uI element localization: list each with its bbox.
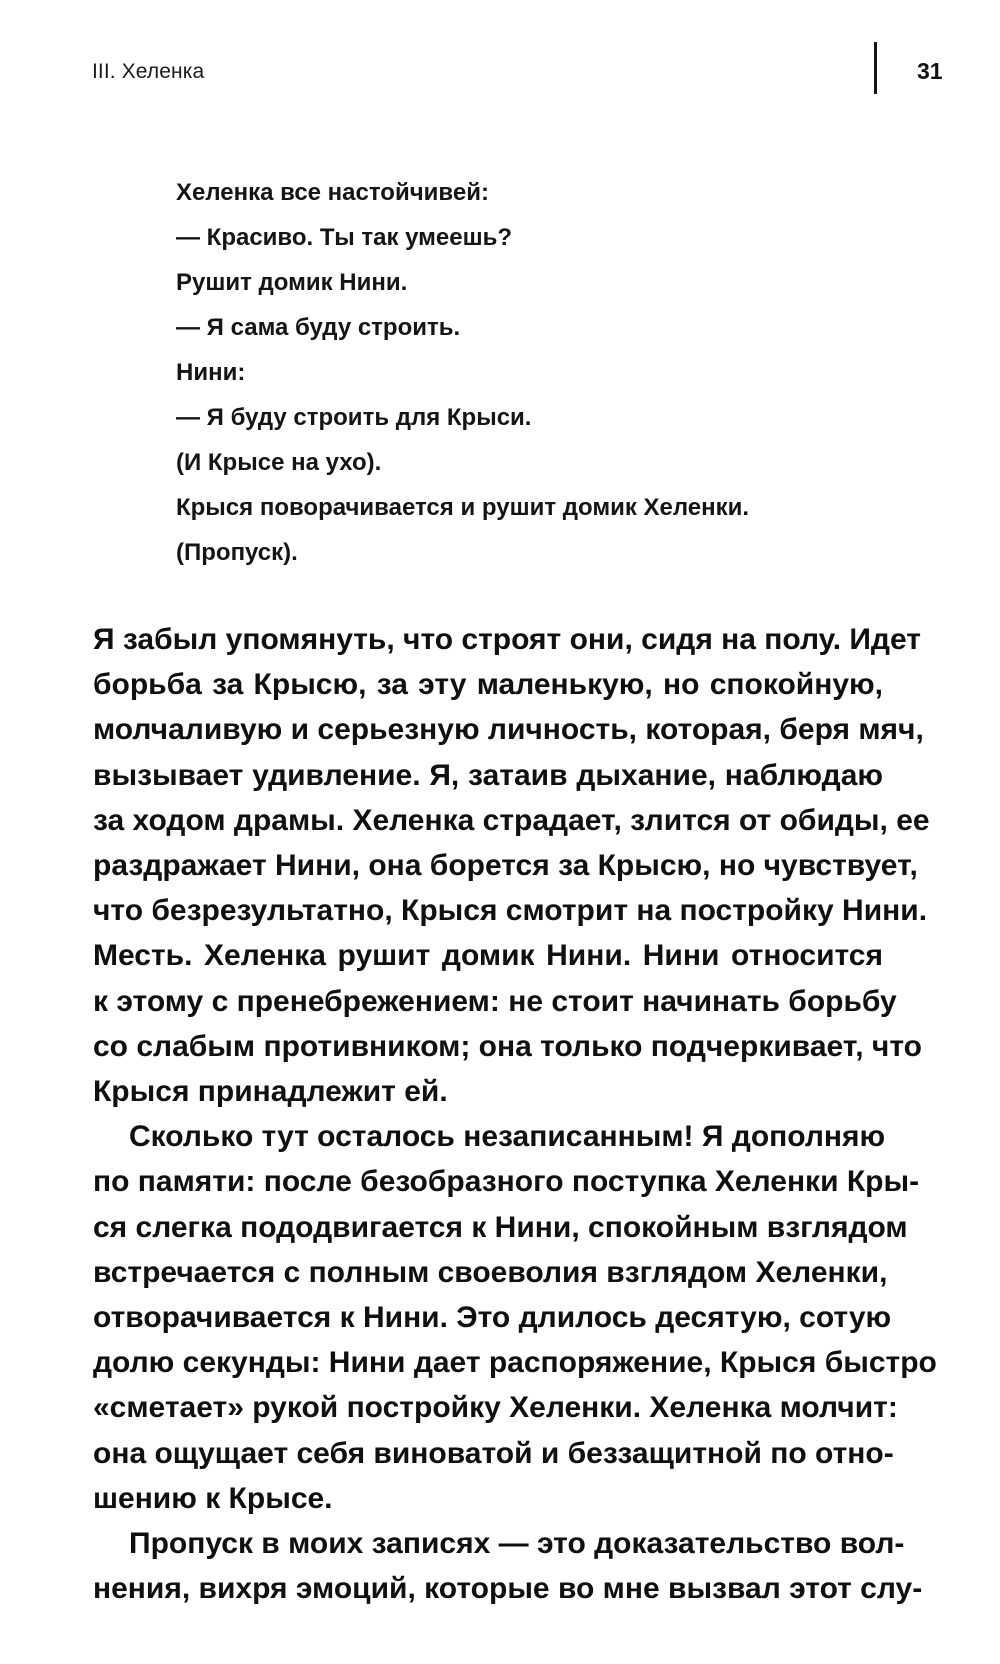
text-line: борьба за Крысю, за эту маленькую, но спокойную, [93, 668, 883, 702]
text-line: что безрезультатно, Крыся смотрит на постройку Нини. [93, 894, 928, 928]
text-line: вызывает удивление. Я, затаив дыхание, наблюдаю [93, 758, 883, 792]
text-line: молчаливую и серьезную личность, которая, беря мяч, [93, 713, 924, 747]
dialogue-line: Нини: [176, 359, 246, 386]
text-line: она ощущает себя виноватой и беззащитной по отно- [93, 1436, 894, 1470]
text-line: со слабым противником; она только подчеркивает, что [93, 1029, 922, 1063]
text-line: долю секунды: Нини дает распоряжение, Крыся быстро [93, 1346, 937, 1380]
dialogue-line: Хеленка все настойчивей: [176, 179, 489, 206]
dialogue-line: — Я буду строить для Крыси. [176, 404, 532, 431]
text-line: по памяти: после безобразного поступка Хеленки Кры- [93, 1165, 920, 1199]
text-line: Сколько тут осталось незаписанным! Я дополняю [129, 1120, 886, 1154]
dialogue-line: — Красиво. Ты так умеешь? [176, 224, 513, 251]
text-line: за ходом драмы. Хеленка страдает, злится от обиды, ее [93, 803, 930, 837]
text-line: Я забыл упомянуть, что строят они, сидя на полу. Идет [93, 623, 921, 656]
paragraph-3 [93, 1521, 923, 1611]
running-header-title: III. Хеленка [92, 60, 205, 83]
text-line: Пропуск в моих записях — это доказательство вол- [129, 1527, 905, 1561]
body-text [93, 617, 937, 1611]
text-line: встречается с полным своеволия взглядом Хеленки, [93, 1255, 888, 1289]
dialogue-line: Крыся поворачивается и рушит домик Хеленки. [176, 494, 750, 521]
dialogue-line: — Я сама буду строить. [176, 314, 461, 341]
paragraph-2 [93, 1114, 937, 1521]
text-line: отворачивается к Нини. Это длилось десятую, сотую [93, 1301, 892, 1335]
dialogue-line: (Пропуск). [176, 539, 298, 566]
dialogue-block [176, 170, 876, 575]
paragraph-1 [93, 617, 930, 1114]
dialogue-line: (И Крысе на ухо). [176, 449, 382, 476]
text-line: ся слегка пододвигается к Нини, спокойным взглядом [93, 1210, 908, 1244]
header-divider [874, 42, 877, 94]
text-line: Крыся принадлежит ей. [93, 1075, 448, 1109]
text-line: Месть. Хеленка рушит домик Нини. Нини относится [93, 939, 883, 973]
text-line: раздражает Нини, она борется за Крысю, но чувствует, [93, 849, 918, 883]
text-line: «сметает» рукой постройку Хеленки. Хеленка молчит: [93, 1391, 898, 1425]
text-line: к этому с пренебрежением: не стоит начинать борьбу [93, 984, 897, 1018]
text-line: шению к Крысе. [93, 1481, 333, 1515]
dialogue-line: Рушит домик Нини. [176, 269, 408, 296]
text-line: нения, вихря эмоций, которые во мне вызвал этот слу- [93, 1572, 923, 1606]
page-number: 31 [917, 58, 943, 84]
